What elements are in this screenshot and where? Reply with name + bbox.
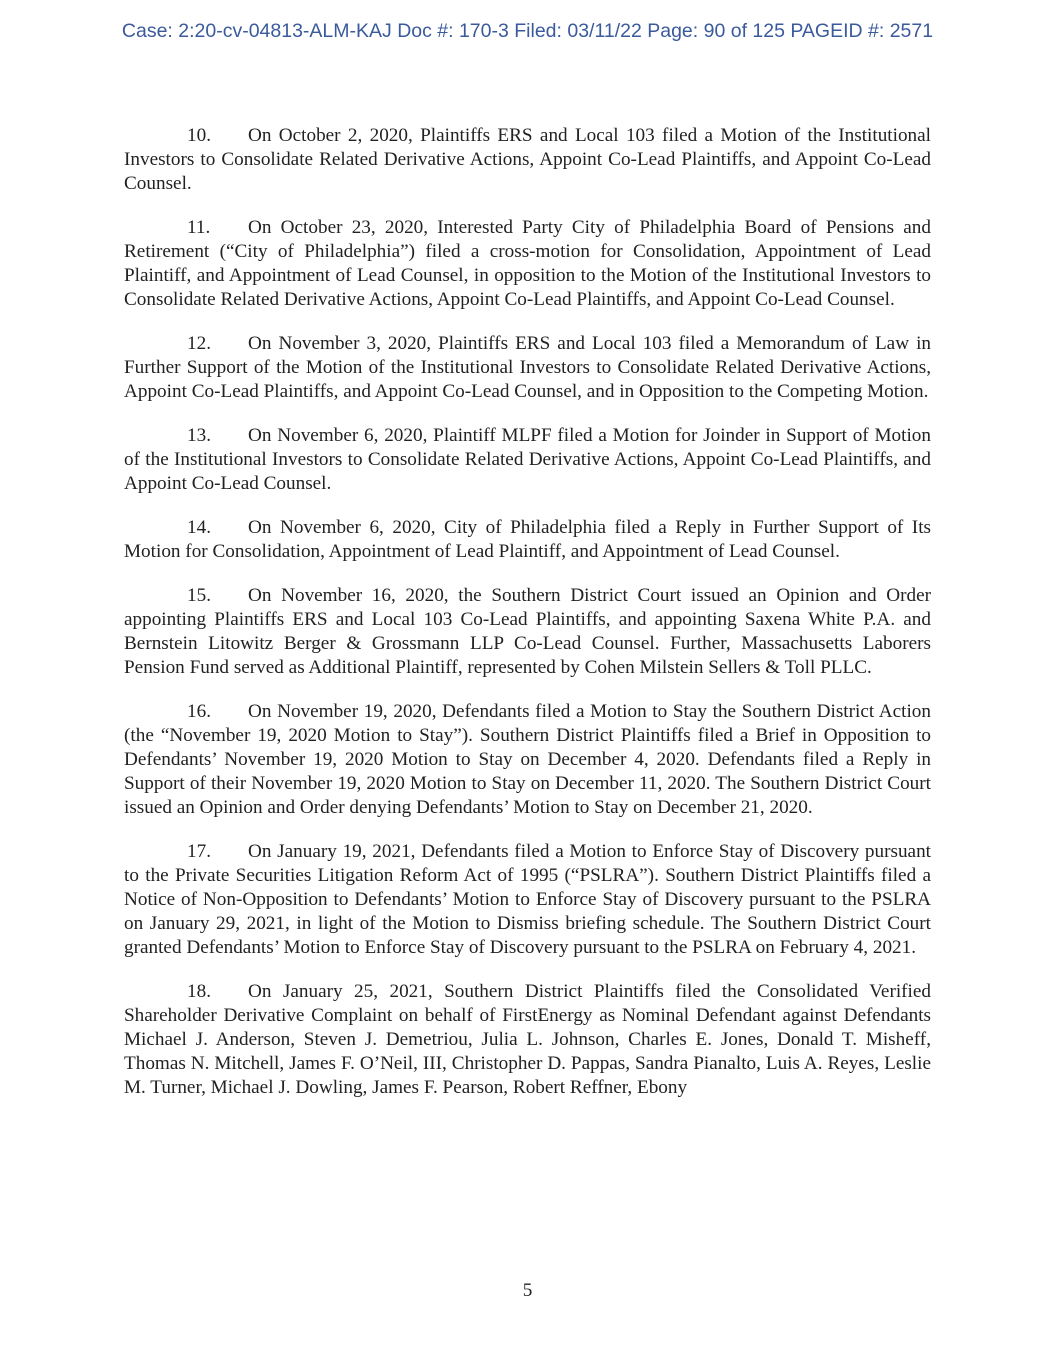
page-number: 5 [522, 1280, 533, 1301]
paragraph-text: On January 19, 2021, Defendants filed a Motion to Enforce Stay of Discovery pursuant to the Private Securities Litigation Reform Act of 1995 (“PSLRA”). Southern District Plaintiffs filed a Notice of Non-Opposition to Defendants’ Motion to Enforce Stay of Discovery pursuant to the PSLRA on January 29, 2021, in light of the Motion to Dismiss briefing schedule. The Southern District Court granted Defendants’ Motion to Enforce Stay of Discovery pursuant to the PSLRA on February 4, 2021. [124, 841, 931, 958]
paragraph-text: On November 3, 2020, Plaintiffs ERS and Local 103 filed a Memorandum of Law in Further Support of the Motion of the Institutional Investors to Consolidate Related Derivative Actions, Appoint Co-Lead Plaintiffs, and Appoint Co-Lead Counsel, and in Opposition to the Competing Motion. [124, 333, 931, 402]
paragraph-number: 16. [187, 701, 211, 722]
paragraph-text: On November 6, 2020, City of Philadelphia filed a Reply in Further Support of Its Motion for Consolidation, Appointment of Lead Plaintiff, and Appointment of Lead Counsel. [124, 517, 931, 562]
paragraph-text: On October 2, 2020, Plaintiffs ERS and Local 103 filed a Motion of the Institutional Investors to Consolidate Related Derivative Actions, Appoint Co-Lead Plaintiffs, and Appoint Co-Lead Counsel. [124, 125, 931, 194]
paragraph-number: 12. [187, 333, 211, 354]
paragraph-text: On October 23, 2020, Interested Party City of Philadelphia Board of Pensions and Retirement (“City of Philadelphia”) filed a cross-motion for Consolidation, Appointment of Lead Plaintiff, and Appointment of Lead Counsel, in opposition to the Motion of the Institutional Investors to Consolidate Related Derivative Actions, Appoint Co-Lead Plaintiffs, and Appoint Co-Lead Counsel. [124, 217, 931, 310]
paragraph-text: On November 19, 2020, Defendants filed a Motion to Stay the Southern District Action (the “November 19, 2020 Motion to Stay”). Southern District Plaintiffs filed a Brief in Opposition to Defendants’ November 19, 2020 Motion to Stay on December 4, 2020. Defendants filed a Reply in Support of their November 19, 2020 Motion to Stay on December 11, 2020. The Southern District Court issued an Opinion and Order denying Defendants’ Motion to Stay on December 21, 2020. [124, 701, 931, 818]
paragraph-number: 17. [187, 841, 211, 862]
paragraph-15 [124, 584, 931, 680]
paragraph-14 [124, 516, 931, 564]
paragraph-11 [124, 216, 931, 312]
paragraph-13 [124, 424, 931, 496]
paragraph-text: On November 6, 2020, Plaintiff MLPF filed a Motion for Joinder in Support of Motion of the Institutional Investors to Consolidate Related Derivative Actions, Appoint Co-Lead Plaintiffs, and Appoint Co-Lead Counsel. [124, 425, 931, 494]
paragraph-number: 15. [187, 585, 211, 606]
paragraph-16 [124, 700, 931, 820]
paragraph-number: 10. [187, 125, 211, 146]
paragraph-10 [124, 124, 931, 196]
paragraph-18 [124, 980, 931, 1100]
paragraph-12 [124, 332, 931, 404]
document-body [124, 124, 931, 1120]
paragraph-number: 14. [187, 517, 211, 538]
paragraph-number: 13. [187, 425, 211, 446]
paragraph-number: 11. [187, 217, 211, 238]
paragraph-number: 18. [187, 981, 211, 1002]
paragraph-17 [124, 840, 931, 960]
paragraph-text: On January 25, 2021, Southern District Plaintiffs filed the Consolidated Verified Shareholder Derivative Complaint on behalf of FirstEnergy as Nominal Defendant against Defendants Michael J. Anderson, Steven J. Demetriou, Julia L. Johnson, Charles E. Jones, Donald T. Misheff, Thomas N. Mitchell, James F. O’Neil, III, Christopher D. Pappas, Sandra Pianalto, Luis A. Reyes, Leslie M. Turner, Michael J. Dowling, James F. Pearson, Robert Reffner, Ebony [124, 981, 931, 1098]
case-header: Case: 2:20-cv-04813-ALM-KAJ Doc #: 170-3 Filed: 03/11/22 Page: 90 of 125 PAGEID #: 2571 [121, 20, 934, 42]
paragraph-text: On November 16, 2020, the Southern District Court issued an Opinion and Order appointing Plaintiffs ERS and Local 103 Co-Lead Plaintiffs, and appointing Saxena White P.A. and Bernstein Litowitz Berger & Grossmann LLP Co-Lead Counsel. Further, Massachusetts Laborers Pension Fund served as Additional Plaintiff, represented by Cohen Milstein Sellers & Toll PLLC. [124, 585, 931, 678]
